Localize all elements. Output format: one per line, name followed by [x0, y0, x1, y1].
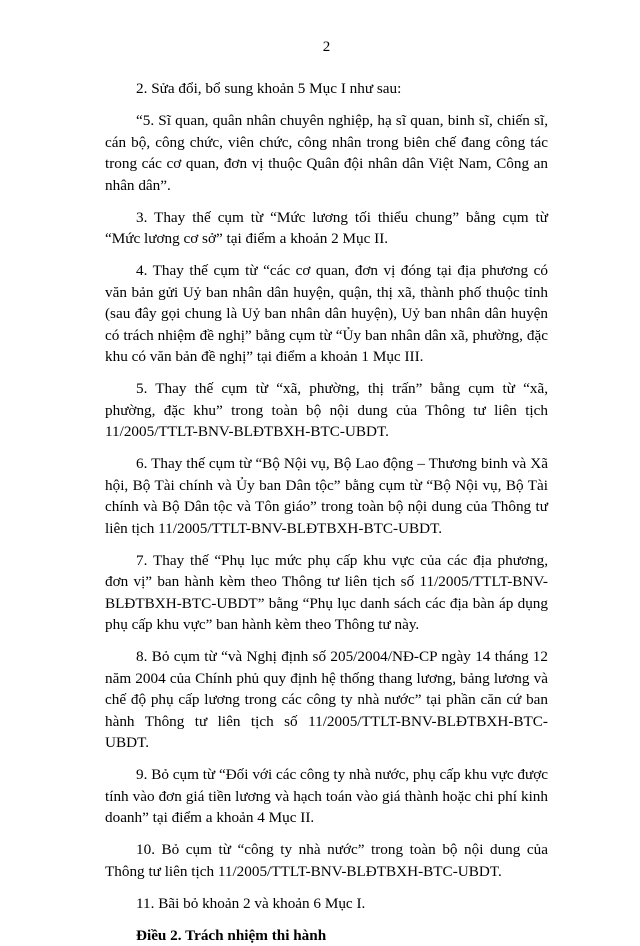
paragraph-clause-6: 6. Thay thế cụm từ “Bộ Nội vụ, Bộ Lao động – Thương binh và Xã hội, Bộ Tài chính và Ủy ban Dân tộc” bằng cụm từ “Bộ Nội vụ, Bộ Tài chính và Bộ Dân tộc và Tôn giáo” trong toàn bộ nội dung của Thông tư liên tịch 11/2005/TTLT-BNV-BLĐTBXH-BTC-UBDT.	[105, 453, 548, 539]
paragraph-clause-9: 9. Bỏ cụm từ “Đối với các công ty nhà nước, phụ cấp khu vực được tính vào đơn giá tiền lương và hạch toán vào giá thành hoặc chi phí kinh doanh” tại điểm a khoản 4 Mục II.	[105, 764, 548, 829]
paragraph-clause-7: 7. Thay thế “Phụ lục mức phụ cấp khu vực của các địa phương, đơn vị” ban hành kèm theo Thông tư liên tịch số 11/2005/TTLT-BNV-BLĐTBXH-BTC-UBDT” bằng “Phụ lục danh sách các địa bàn áp dụng phụ cấp khu vực” ban hành kèm theo Thông tư này.	[105, 550, 548, 636]
paragraph-quoted-clause-5: “5. Sĩ quan, quân nhân chuyên nghiệp, hạ sĩ quan, binh sĩ, chiến sĩ, cán bộ, công chức, viên chức, công nhân trong biên chế đang công tác trong các cơ quan, đơn vị thuộc Quân đội nhân dân Việt Nam, Công an nhân dân”.	[105, 110, 548, 196]
paragraph-clause-8: 8. Bỏ cụm từ “và Nghị định số 205/2004/NĐ-CP ngày 14 tháng 12 năm 2004 của Chính phủ quy định hệ thống thang lương, bảng lương và chế độ phụ cấp lương trong các công ty nhà nước” tại phần căn cứ ban hành Thông tư liên tịch số 11/2005/TTLT-BNV-BLĐTBXH-BTC-UBDT.	[105, 646, 548, 754]
paragraph-clause-4: 4. Thay thế cụm từ “các cơ quan, đơn vị đóng tại địa phương có văn bản gửi Uỷ ban nhân dân huyện, quận, thị xã, thành phố thuộc tỉnh (sau đây gọi chung là Uỷ ban nhân dân huyện), Uỷ ban nhân dân huyện có trách nhiệm đề nghị” bằng cụm từ “Ủy ban nhân dân xã, phường, đặc khu có văn bản đề nghị” tại điểm a khoản 1 Mục III.	[105, 260, 548, 368]
paragraph-clause-2: 2. Sửa đổi, bổ sung khoản 5 Mục I như sau:	[105, 78, 548, 100]
article-heading: Điều 2. Trách nhiệm thi hành	[105, 925, 548, 946]
paragraph-clause-5: 5. Thay thế cụm từ “xã, phường, thị trấn” bằng cụm từ “xã, phường, đặc khu” trong toàn bộ nội dung của Thông tư liên tịch 11/2005/TTLT-BNV-BLĐTBXH-BTC-UBDT.	[105, 378, 548, 443]
paragraph-clause-3: 3. Thay thế cụm từ “Mức lương tối thiểu chung” bằng cụm từ “Mức lương cơ sở” tại điểm a khoản 2 Mục II.	[105, 207, 548, 250]
page-number: 2	[105, 38, 548, 56]
paragraph-clause-11: 11. Bãi bỏ khoản 2 và khoản 6 Mục I.	[105, 893, 548, 915]
paragraph-clause-10: 10. Bỏ cụm từ “công ty nhà nước” trong toàn bộ nội dung của Thông tư liên tịch 11/2005/TTLT-BNV-BLĐTBXH-BTC-UBDT.	[105, 839, 548, 882]
